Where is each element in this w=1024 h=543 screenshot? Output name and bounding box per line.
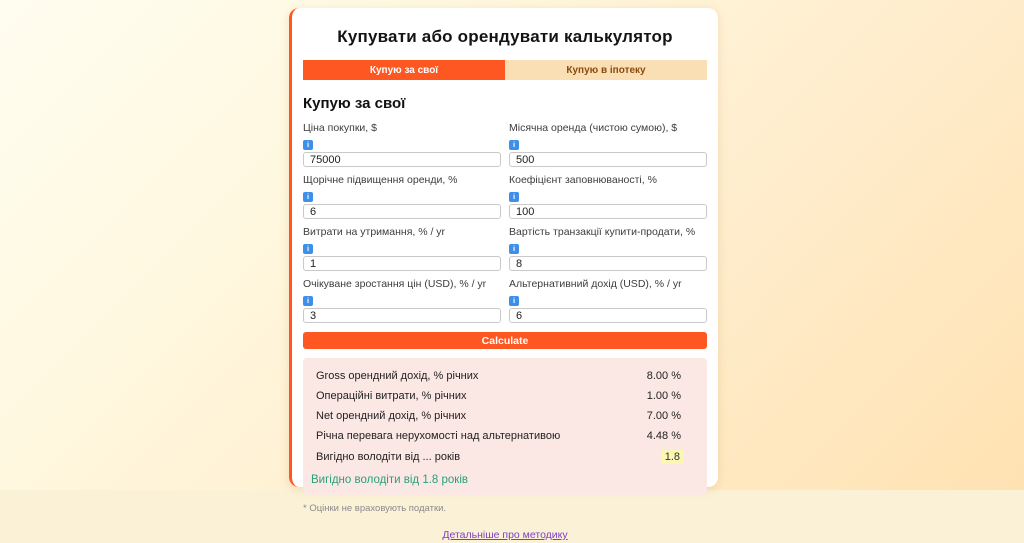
methodology-link[interactable]: Детальніше про методику — [442, 529, 568, 541]
field-label: Щорічне підвищення оренди, % — [303, 174, 458, 186]
input-form — [303, 122, 707, 323]
result-value: 1.00 % — [646, 390, 681, 402]
tab-buy-with-own-money[interactable]: Купую за свої — [303, 60, 505, 80]
result-value: 4.48 % — [646, 430, 681, 442]
form-field — [303, 226, 501, 271]
result-label: Операційні витрати, % річних — [316, 390, 467, 402]
info-icon[interactable]: i — [303, 192, 313, 202]
result-label: Net орендний дохід, % річних — [316, 410, 467, 422]
tab-bar — [303, 60, 707, 80]
field-label: Вартість транзакції купити-продати, % — [509, 226, 696, 238]
page-title: Купувати або орендувати калькулятор — [337, 27, 673, 46]
result-label: Gross орендний дохід, % річних — [316, 370, 479, 382]
info-icon[interactable]: i — [303, 140, 313, 150]
calculator-card — [289, 8, 718, 541]
result-row — [311, 406, 697, 426]
result-row — [311, 366, 697, 386]
result-row — [311, 426, 697, 446]
info-icon[interactable]: i — [509, 244, 519, 254]
field-label: Ціна покупки, $ — [303, 122, 377, 134]
field-input[interactable] — [509, 256, 707, 271]
result-row — [311, 446, 697, 468]
result-value: 8.00 % — [646, 370, 681, 382]
section-heading: Купую за свої — [303, 95, 406, 112]
methodology-row — [303, 525, 707, 543]
result-row — [311, 386, 697, 406]
form-field — [509, 278, 707, 323]
info-icon[interactable]: i — [509, 296, 519, 306]
field-label: Альтернативний дохід (USD), % / yr — [509, 278, 682, 290]
result-summary: Вигідно володіти від 1.8 років — [311, 474, 468, 486]
result-label: Вигідно володіти від ... років — [316, 451, 461, 463]
field-label: Коефіцієнт заповнюваності, % — [509, 174, 657, 186]
info-icon[interactable]: i — [303, 296, 313, 306]
results-rows — [311, 366, 697, 468]
info-icon[interactable]: i — [509, 140, 519, 150]
field-label: Витрати на утримання, % / yr — [303, 226, 446, 238]
field-input[interactable] — [303, 256, 501, 271]
field-label: Очікуване зростання цін (USD), % / yr — [303, 278, 487, 290]
field-input[interactable] — [303, 308, 501, 323]
result-value: 7.00 % — [646, 410, 681, 422]
field-input[interactable] — [509, 152, 707, 167]
tax-footnote: * Оцінки не враховують податки. — [303, 503, 447, 514]
field-label: Місячна оренда (чистою сумою), $ — [509, 122, 678, 134]
form-field — [303, 174, 501, 219]
calculate-button[interactable]: Calculate — [303, 332, 707, 349]
form-field — [509, 122, 707, 167]
result-label: Річна перевага нерухомості над альтернативою — [316, 430, 561, 442]
field-input[interactable] — [303, 152, 501, 167]
info-icon[interactable]: i — [509, 192, 519, 202]
form-field — [303, 122, 501, 167]
form-field — [509, 174, 707, 219]
form-field — [509, 226, 707, 271]
results-panel — [303, 358, 707, 495]
result-value: 1.8 — [661, 450, 684, 464]
field-input[interactable] — [509, 204, 707, 219]
form-field — [303, 278, 501, 323]
field-input[interactable] — [303, 204, 501, 219]
tab-buy-with-mortgage[interactable]: Купую в іпотеку — [505, 60, 707, 80]
info-icon[interactable]: i — [303, 244, 313, 254]
field-input[interactable] — [509, 308, 707, 323]
